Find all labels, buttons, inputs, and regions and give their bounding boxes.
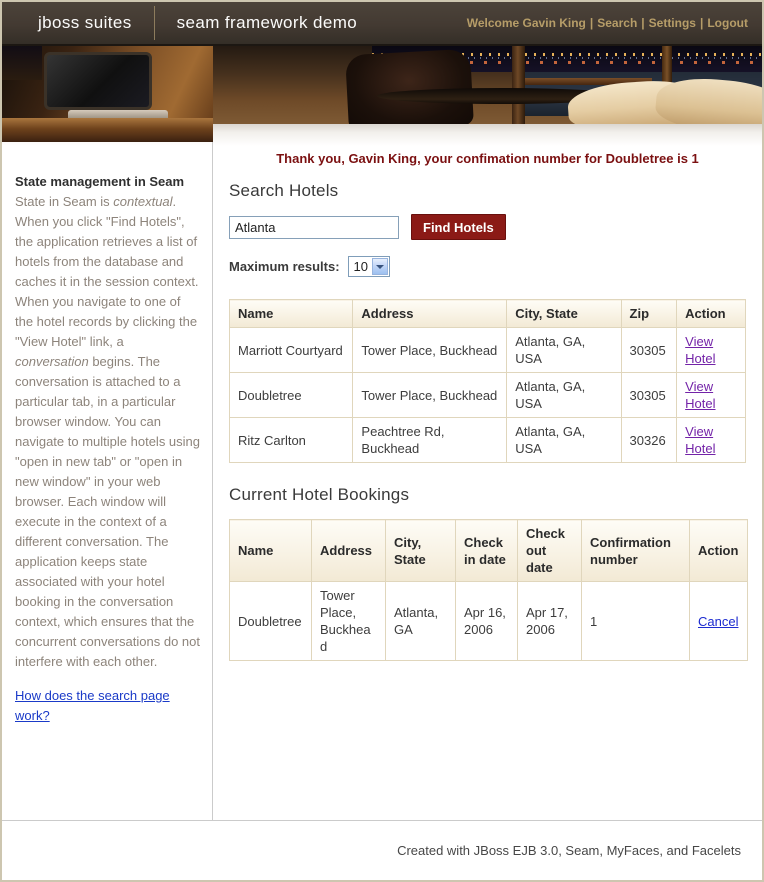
table-header-row — [230, 300, 746, 328]
max-results-select[interactable] — [348, 256, 390, 277]
nav-separator: | — [641, 16, 645, 30]
header-bar — [2, 2, 762, 46]
col-header-check-out: Check out date — [518, 520, 582, 582]
nav-link-search[interactable]: Search — [597, 16, 638, 30]
sidebar-text-italic: conversation — [15, 354, 89, 369]
table-row — [230, 418, 746, 463]
hotel-photo-banner — [2, 46, 762, 124]
app-title: seam framework demo — [176, 13, 358, 32]
search-hotels-heading: Search Hotels — [229, 181, 339, 200]
hotel-city: Atlanta, GA, USA — [507, 418, 621, 463]
window-corner — [2, 46, 42, 80]
hotel-city: Atlanta, GA, USA — [507, 373, 621, 418]
header-nav — [467, 16, 762, 30]
view-hotel-link[interactable]: View Hotel — [685, 379, 716, 411]
welcome-text: Welcome Gavin King — [466, 16, 586, 30]
sidebar-text-italic: contextual — [113, 194, 173, 209]
booking-confirmation: 1 — [582, 582, 690, 661]
hotel-photo-desk — [2, 46, 213, 142]
sidebar-heading: State management in Seam — [15, 174, 185, 189]
bookings-table — [229, 519, 748, 661]
main-content — [213, 124, 762, 820]
hotel-name: Marriott Courtyard — [230, 328, 353, 373]
table-row — [230, 582, 748, 661]
hotel-name: Doubletree — [230, 373, 353, 418]
content-row — [2, 124, 762, 820]
col-header-address: Address — [312, 520, 386, 582]
col-header-name: Name — [230, 300, 353, 328]
booking-city: Atlanta, GA — [386, 582, 456, 661]
view-hotel-link[interactable]: View Hotel — [685, 424, 716, 456]
hotel-zip: 30305 — [621, 328, 677, 373]
sidebar-text: begins. The conversation is attached to a particular tab, in a particular browser window. You can navigate to multiple hotels using "open in new tab" or "open in new window" in your web browser. Each window will execute in the context of a different conversation. The application keeps state associated with your hotel booking in the conversation context, which ensures that the concurrent conversations do not interfere with each other. — [15, 354, 201, 669]
col-header-check-in: Check in date — [456, 520, 518, 582]
search-input[interactable] — [229, 216, 399, 239]
col-header-action: Action — [690, 520, 748, 582]
sidebar-text: . When you click "Find Hotels", the application retrieves a list of hotels from the database and caches it in the session context. When you navigate to one of the hotel records by clicking the "View Hotel" link, a — [15, 194, 199, 349]
nav-separator: | — [699, 16, 704, 30]
hotel-city: Atlanta, GA, USA — [507, 328, 621, 373]
armchair — [345, 49, 474, 124]
nav-link-logout[interactable]: Logout — [707, 16, 748, 30]
max-results-label: Maximum results: — [229, 259, 340, 274]
col-header-name: Name — [230, 520, 312, 582]
footer-credit: Created with JBoss EJB 3.0, Seam, MyFaces, and Facelets — [397, 843, 741, 858]
hotel-address: Tower Place, Buckhead — [353, 373, 507, 418]
nav-separator: | — [589, 16, 594, 30]
sidebar-text: State in Seam is — [15, 194, 114, 209]
col-header-zip: Zip — [621, 300, 677, 328]
hotel-zip: 30305 — [621, 373, 677, 418]
sidebar — [2, 124, 213, 820]
hotel-name: Ritz Carlton — [230, 418, 353, 463]
booking-check-out: Apr 17, 2006 — [518, 582, 582, 661]
max-results-row — [229, 256, 746, 277]
hotel-address: Peachtree Rd, Buckhead — [353, 418, 507, 463]
chevron-down-icon[interactable] — [372, 258, 388, 275]
brand-title: jboss suites — [38, 13, 132, 32]
col-header-city-state: City, State — [386, 520, 456, 582]
booking-check-in: Apr 16, 2006 — [456, 582, 518, 661]
find-hotels-button[interactable]: Find Hotels — [411, 214, 506, 240]
hotels-table — [229, 299, 746, 463]
sidebar-help-link[interactable]: How does the search page work? — [15, 688, 170, 723]
wooden-desk — [2, 118, 213, 142]
tv-screen — [44, 52, 152, 110]
table-header-row — [230, 520, 748, 582]
booking-name: Doubletree — [230, 582, 312, 661]
footer — [2, 820, 762, 880]
col-header-action: Action — [677, 300, 746, 328]
search-row — [229, 214, 746, 240]
col-header-city-state: City, State — [507, 300, 621, 328]
window-post — [512, 46, 525, 124]
table-row — [230, 328, 746, 373]
col-header-confirmation: Confirmation number — [582, 520, 690, 582]
view-hotel-link[interactable]: View Hotel — [685, 334, 716, 366]
max-results-value: 10 — [353, 259, 369, 274]
hotel-zip: 30326 — [621, 418, 677, 463]
col-header-address: Address — [353, 300, 507, 328]
booking-address: Tower Place, Buckhead — [312, 582, 386, 661]
confirmation-message: Thank you, Gavin King, your confimation number for Doubletree is 1 — [276, 151, 699, 166]
table-row — [230, 373, 746, 418]
nav-link-settings[interactable]: Settings — [648, 16, 696, 30]
hotel-address: Tower Place, Buckhead — [353, 328, 507, 373]
sidebar-paragraph — [15, 192, 200, 672]
cancel-booking-link[interactable]: Cancel — [698, 613, 739, 629]
bookings-heading: Current Hotel Bookings — [229, 485, 410, 504]
